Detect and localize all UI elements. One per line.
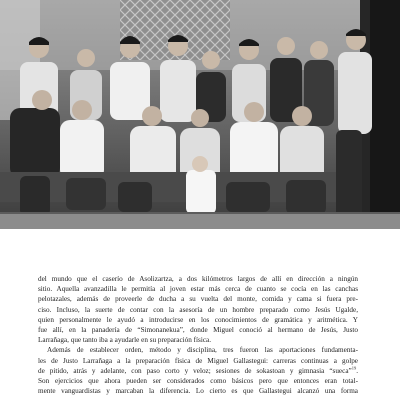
text-fragment: y gimnasia “sueca” <box>289 366 352 375</box>
text-line: Además de establecer orden, método y disciplina, tres fueron las aportaciones fundamenta- <box>47 346 358 355</box>
text-line: del mundo que el caserío de Asolizartza, a dos kilómetros largos de allí en dirección a ningún <box>38 275 358 283</box>
text-line: ciso. Incluso, la suerte de contar con la asesoría de un hombre preparado como Jesús Ugalde, <box>38 305 358 314</box>
footnote-marker[interactable]: 19 <box>351 365 357 371</box>
text-line: fue allí, en la panadería de “Simonanekua”, donde Miguel conoció al hermano de Jesús, Justo <box>38 326 358 335</box>
text-line: les de Justo Larrañaga a la preparación física de Miguel Gallastegui: carreras continuas a golpe <box>38 356 358 365</box>
body-text <box>38 274 358 396</box>
paragraph <box>38 274 358 345</box>
text-line: Son ejercicios que ahora pueden ser considerados como básicos pero que entonces eran total- <box>38 377 358 386</box>
text-line: de pitido, atrás y adelante, con paso corto y veloz; sesiones de sokastoan y gimnasia “sueca”$^{19}$. <box>38 365 358 375</box>
text-fragment: de pitido, atrás y adelante, con paso corto y veloz; sesiones de sokastoan <box>38 366 285 375</box>
paragraph <box>38 345 358 396</box>
text-line: pelotazales, además de proveerle de ducha a su vuelta del monte, comida y cama si fuera pre- <box>38 295 358 304</box>
text-line: quien personalmente le ayudó a introducirse en los conocimientos de gramática y aritmética. Y <box>38 315 358 324</box>
text-line: sitio. Aquella avanzadilla le permitía al joven estar más cerca de cuanto se cocía en las canchas <box>38 285 358 294</box>
text-line: mente vanguardistas y marcaban la diferencia. Lo cierto es que Gallastegui alcanzó una forma <box>38 387 358 396</box>
text-line: Larrañaga, que tanto iba a ayudarle en su preparación física. <box>38 336 212 345</box>
